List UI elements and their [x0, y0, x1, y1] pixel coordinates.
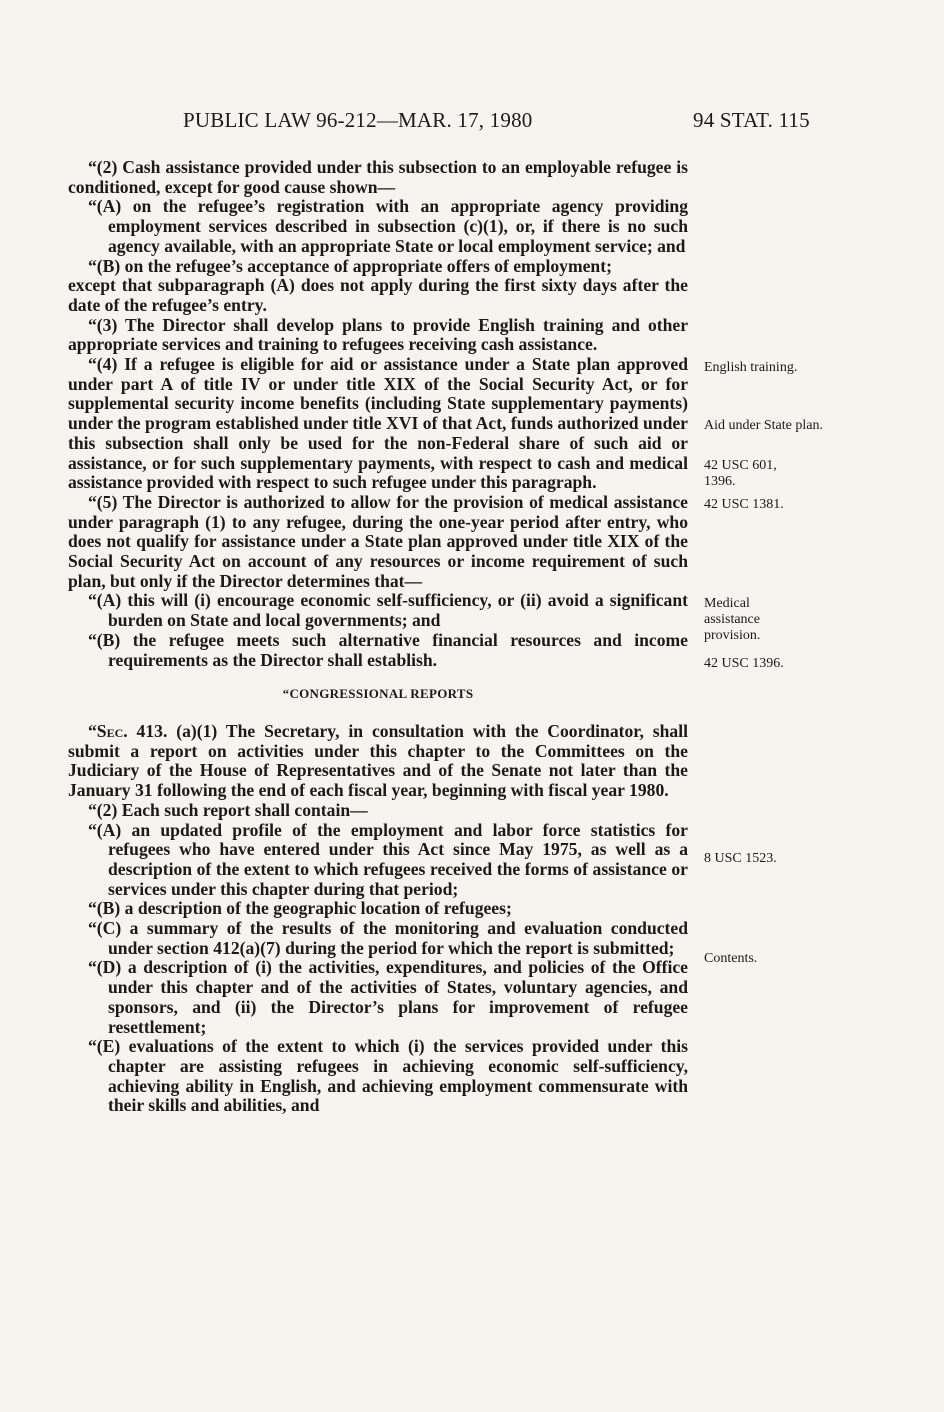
running-header-stat-page: 94 STAT. 115 [693, 108, 810, 132]
item-a: “(A) an updated profile of the employment and labor force statistics for refugees who have entered under this Act since May 1975, as well as a description of the extent to which refugees received the forms of assistance or services under this chapter during that period; [88, 819, 688, 899]
main-text-column [68, 158, 688, 1116]
margin-note-medical-assistance: Medical assistance provision. [704, 596, 761, 643]
margin-note-english-training: English training. [704, 360, 798, 375]
item-d: “(D) a description of (i) the activities, expenditures, and policies of the Office under this chapter and of the activities of States, voluntary agencies, and sponsors, and (ii) the Director’s plans for improvement of refugee resettlement; [88, 957, 688, 1037]
section-413-a1 [68, 722, 688, 801]
paragraph-4: “(4) If a refugee is eligible for aid or assistance under a State plan approved under part A of title IV or under title XIX of the Social Security Act, or for supplemental security income benefits (including State supplementary payments) under the program established under title XVI of that Act, funds authorized under this subsection shall only be used for the non-Federal share of such aid or assistance, or for such supplementary payments, with respect to cash and medical assistance provided with respect to such refugee under this paragraph. [68, 354, 688, 493]
subparagraph-2b: “(B) on the refugee’s acceptance of appropriate offers of employment; [88, 255, 612, 276]
margin-note-8-usc-1523: 8 USC 1523. [704, 851, 777, 866]
margin-note-42-usc-1396: 42 USC 1396. [704, 656, 784, 671]
item-b: “(B) a description of the geographic location of refugees; [88, 898, 512, 919]
subparagraph-2a: “(A) on the refugee’s registration with an appropriate agency providing employment services described in subsection (c)(1), or, if there is no such agency available, with an appropriate State or local employment service; and [88, 196, 688, 256]
item-e: “(E) evaluations of the extent to which (i) the services provided under this chapter are assisting refugees in achieving economic self-sufficiency, achieving ability in English, and achieving employment commensurate with their skills and abilities, and [88, 1036, 688, 1116]
section-label: “Sec. [88, 720, 128, 741]
section-heading: “CONGRESSIONAL REPORTS [282, 686, 474, 702]
margin-note-aid-state-plan: Aid under State plan. [704, 418, 823, 433]
paragraph-5: “(5) The Director is authorized to allow for the provision of medical assistance under paragraph (1) to any refugee, during the one-year period after entry, who does not qualify for assistance under a State plan approved under title XIX of the Social Security Act on account of any resources or income requirement of such plan, but only if the Director determines that— [68, 491, 688, 591]
section-413-a1-text: 413. (a)(1) The Secretary, in consultation with the Coordinator, shall submit a report on activities under this chapter to the Committees on the Judiciary of the House of Representatives and of the Senate not later than the January 31 following the end of each fiscal year, beginning with fiscal year 1980. [68, 720, 688, 801]
subparagraph-5a: “(A) this will (i) encourage economic self-sufficiency, or (ii) avoid a significant burden on State and local governments; and [88, 590, 688, 631]
paragraph-3: “(3) The Director shall develop plans to provide English training and other appropriate services and training to refugees receiving cash assistance. [68, 314, 688, 355]
paragraph-2: “(2) Cash assistance provided under this subsection to an employable refugee is conditioned, except for good cause shown— [68, 157, 688, 197]
running-header-title: PUBLIC LAW 96-212—MAR. 17, 1980 [183, 108, 533, 132]
section-413-a2: “(2) Each such report shall contain— [88, 799, 368, 820]
margin-note-42-usc-1381: 42 USC 1381. [704, 497, 784, 512]
margin-note-contents: Contents. [704, 951, 758, 966]
subparagraph-5b: “(B) the refugee meets such alternative financial resources and income requirements as the Director shall establish. [88, 629, 688, 670]
margin-note-42-usc-601: 42 USC 601, 1396. [704, 458, 777, 489]
paragraph-2-exception: except that subparagraph (A) does not apply during the first sixty days after the date of the refugee’s entry. [68, 275, 688, 315]
item-c: “(C) a summary of the results of the monitoring and evaluation conducted under section 412(a)(7) during the period for which the report is submitted; [88, 918, 688, 958]
